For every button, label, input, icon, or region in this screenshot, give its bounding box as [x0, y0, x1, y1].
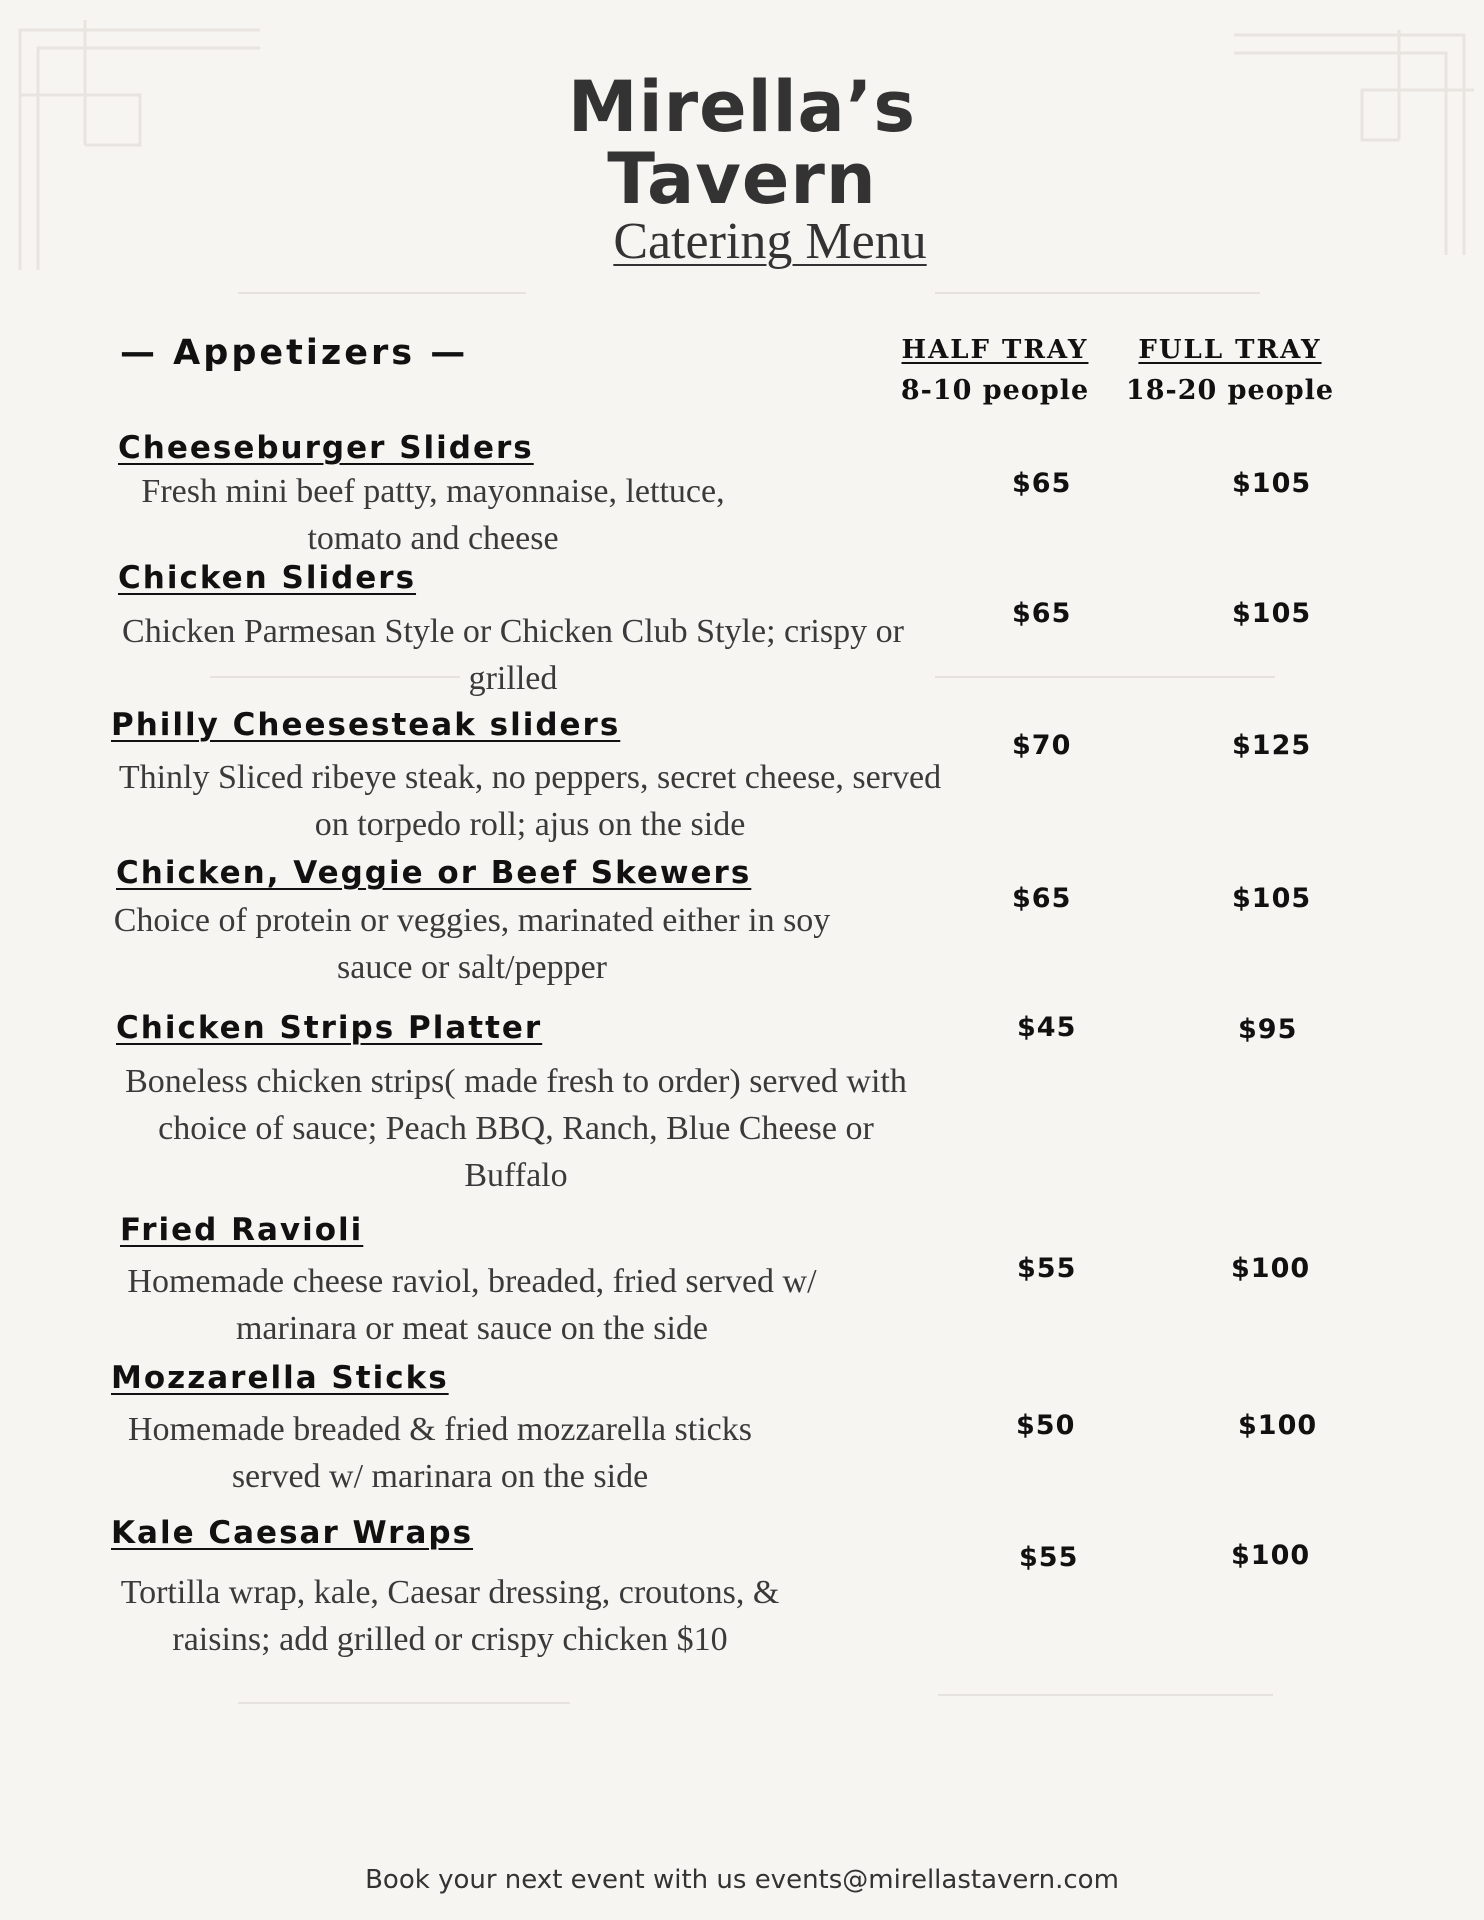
section-title: — Appetizers —: [120, 333, 469, 373]
full-tray-header: [1120, 335, 1340, 406]
full-tray-price: $105: [1232, 598, 1312, 629]
item-description-line: raisins; add grilled or crispy chicken $10: [172, 1621, 728, 1658]
item-description-line: sauce or salt/pepper: [337, 949, 607, 986]
item-description: [100, 1406, 780, 1500]
divider-bottom-right: [938, 1694, 1273, 1696]
item-description-line: served w/ marinara on the side: [231, 1458, 649, 1495]
item-description-line: tomato and cheese: [307, 520, 559, 557]
item-description-line: Buffalo: [464, 1157, 568, 1194]
item-description-line: Boneless chicken strips( made fresh to order) served with: [125, 1063, 907, 1100]
full-tray-price: $105: [1232, 883, 1312, 914]
divider-top-right: [935, 292, 1260, 294]
restaurant-name-line2: Tavern: [607, 138, 877, 220]
item-name: Chicken Strips Platter: [116, 1010, 543, 1046]
item-description-line: Thinly Sliced ribeye steak, no peppers, secret cheese, served: [118, 759, 942, 796]
item-description-line: grilled: [468, 660, 558, 697]
item-description-line: Tortilla wrap, kale, Caesar dressing, croutons, &: [120, 1574, 780, 1611]
full-tray-price: $105: [1232, 468, 1312, 499]
item-name: Cheeseburger Sliders: [118, 430, 534, 466]
item-name: Chicken, Veggie or Beef Skewers: [116, 855, 752, 891]
full-tray-people: 18-20 people: [1125, 375, 1335, 406]
full-tray-price: $95: [1238, 1014, 1298, 1045]
item-description: [102, 1258, 842, 1352]
item-name: Kale Caesar Wraps: [111, 1515, 474, 1551]
item-description: [100, 608, 926, 702]
item-description-line: Homemade breaded & fried mozzarella sticks: [127, 1411, 752, 1448]
item-description-line: marinara or meat sauce on the side: [235, 1310, 708, 1347]
full-tray-price: $100: [1231, 1253, 1311, 1284]
full-tray-price: $100: [1238, 1410, 1318, 1441]
half-tray-label: HALF TRAY: [901, 335, 1089, 365]
item-description-line: Homemade cheese raviol, breaded, fried served w/: [127, 1263, 817, 1300]
item-description: [100, 1569, 800, 1663]
divider-top-left: [238, 292, 526, 294]
restaurant-name-line1: Mirella’s: [567, 66, 917, 148]
item-description-line: Fresh mini beef patty, mayonnaise, lettuce,: [141, 473, 725, 510]
divider-mid-right: [935, 676, 1275, 678]
item-description: [102, 897, 842, 991]
half-tray-price: $65: [1012, 883, 1072, 914]
item-description-line: Chicken Parmesan Style or Chicken Club Style; crispy or: [122, 613, 904, 650]
item-description-line: Choice of protein or veggies, marinated either in soy: [113, 902, 831, 939]
item-name: Chicken Sliders: [118, 560, 417, 596]
full-tray-price: $100: [1231, 1540, 1311, 1571]
item-description: [100, 754, 960, 848]
half-tray-price: $65: [1012, 598, 1072, 629]
half-tray-price: $45: [1017, 1012, 1077, 1043]
half-tray-price: $50: [1016, 1410, 1076, 1441]
item-name: Philly Cheesesteak sliders: [111, 707, 621, 743]
item-description: [103, 468, 763, 562]
half-tray-price: $65: [1012, 468, 1072, 499]
divider-bottom-left: [238, 1702, 570, 1704]
half-tray-people: 8-10 people: [900, 375, 1090, 406]
item-name: Mozzarella Sticks: [111, 1360, 449, 1396]
half-tray-price: $55: [1017, 1253, 1077, 1284]
half-tray-price: $70: [1012, 730, 1072, 761]
item-description-line: choice of sauce; Peach BBQ, Ranch, Blue Cheese or: [158, 1110, 874, 1147]
full-tray-label: FULL TRAY: [1138, 335, 1322, 365]
item-description-line: on torpedo roll; ajus on the side: [314, 806, 746, 843]
page-subtitle: Catering Menu: [613, 213, 927, 270]
half-tray-header: [895, 335, 1095, 406]
item-description: [106, 1058, 926, 1199]
half-tray-price: $55: [1019, 1542, 1079, 1573]
item-name: Fried Ravioli: [120, 1212, 364, 1248]
full-tray-price: $125: [1232, 730, 1312, 761]
footer-booking-text: Book your next event with us events@mirellastavern.com: [365, 1865, 1119, 1895]
